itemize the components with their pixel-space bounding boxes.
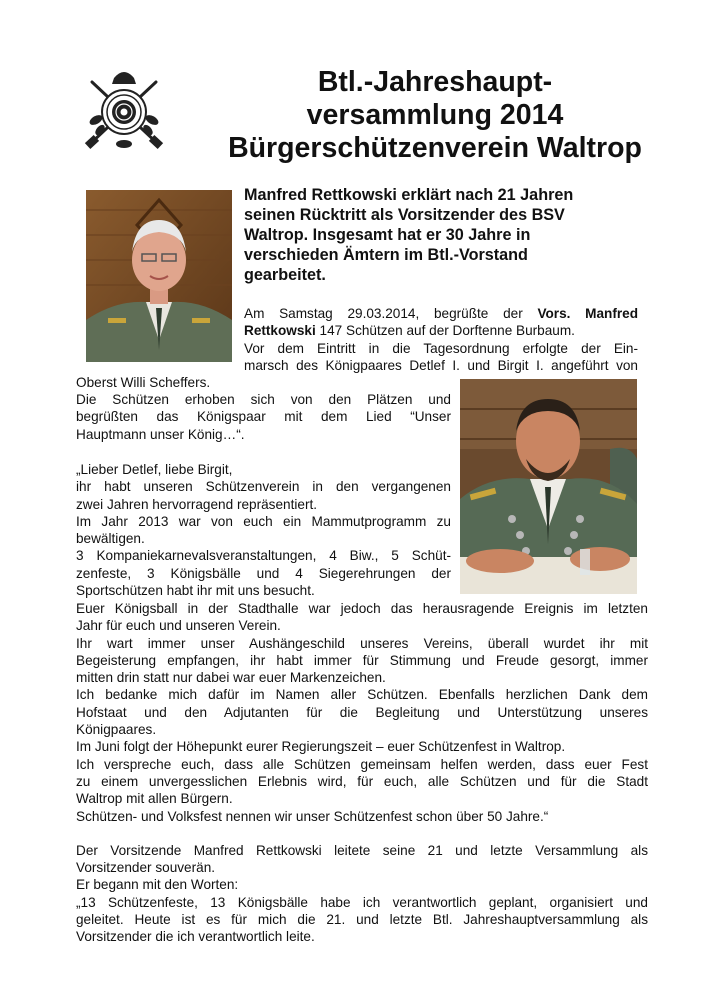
paragraph-line: begrüßten das Königspaar mit dem Lied “Unser [76, 409, 451, 425]
paragraph-line: zu einem unvergesslichen Erlebnis wird, für euch, alle Schützen und für die Stadt [76, 773, 648, 789]
portrait-photo-image [460, 379, 637, 594]
paragraph-line: Ich verspreche euch, dass alle Schützen gemeinsam helfen werden, dass euer Fest [76, 756, 648, 772]
intro-line: marsch des Königpaares Detlef I. und Birgit I. angeführt von [244, 357, 638, 373]
intro-paragraph [244, 305, 638, 374]
lead-line: Waltrop. Insgesamt hat er 30 Jahre in [244, 226, 531, 244]
lead-paragraph [244, 185, 624, 285]
intro-line: Oberst Willi Scheffers. [76, 375, 211, 390]
paragraph-line: Im Juni folgt der Höhepunkt eurer Regierungszeit – euer Schützenfest in Waltrop. [76, 739, 566, 755]
intro-line [244, 322, 638, 339]
intro-text: 147 Schützen auf der Dorftenne Burbaum. [315, 323, 575, 339]
paragraph-line: Hofstaat und den Adjutanten für die Begleitung und Unterstützung unseres [76, 704, 648, 720]
paragraph-line: mitten drin statt nur dabei war euer Markenzeichen. [76, 670, 386, 686]
intro-bold-name: Rettkowski [244, 323, 316, 339]
paragraph-line: „13 Schützenfeste, 13 Königsbälle habe ich verantwortlich geplant, organisiert und [76, 894, 648, 910]
paragraph-line: ihr habt unseren Schützenverein in den vergangenen [76, 479, 451, 495]
paragraph-line: Jahr für euch und unseren Verein. [76, 618, 281, 634]
title-line: Btl.-Jahreshaupt- [317, 66, 553, 98]
paragraph-line: zenfeste, 3 Königsbälle und 4 Siegerehrungen der [76, 565, 451, 581]
club-emblem-logo [78, 64, 170, 156]
lead-line: Manfred Rettkowski erklärt nach 21 Jahren [244, 186, 574, 204]
paragraph-line: zwei Jahren hervorragend repräsentiert. [76, 496, 318, 512]
title-line: Bürgerschützenverein Waltrop [228, 132, 642, 164]
paragraph-line: 3 Kompaniekarnevalsveranstaltungen, 4 Biw., 5 Schüt- [76, 548, 451, 564]
narrow-paragraph [76, 391, 451, 443]
portrait-photo-rettkowski [86, 190, 232, 362]
paragraph-line: Der Vorsitzende Manfred Rettkowski leitete seine 21 und letzte Versammlung als [76, 842, 648, 858]
lead-line: seinen Rücktritt als Vorsitzender des BSV [244, 206, 565, 224]
paragraph-line: „Lieber Detlef, liebe Birgit, [76, 462, 233, 477]
narrow-paragraph [76, 461, 451, 599]
paragraph-line: Er begann mit den Worten: [76, 877, 239, 893]
paragraph-line: Im Jahr 2013 war von euch ein Mammutprogramm zu [76, 513, 451, 529]
lead-line: verschieden Ämtern im Btl.-Vorstand [244, 246, 528, 264]
paragraph-line: Hauptmann unser König…“. [76, 426, 245, 442]
paragraph-line: Ich bedanke mich dafür im Namen aller Schützen. Ebenfalls herzlichen Dank dem [76, 687, 648, 703]
lead-line: gearbeitet. [244, 266, 326, 284]
intro-line: Vor dem Eintritt in die Tagesordnung erfolgte der Ein- [244, 340, 638, 356]
paragraph-line: Sportschützen habt ihr mit uns besucht. [76, 583, 315, 599]
paragraph-line: Waltrop mit allen Bürgern. [76, 791, 233, 807]
paragraph-line: Ihr wart immer unser Aushängeschild unseres Vereins, überall wurdet ihr mit [76, 635, 648, 651]
shooting-target-emblem-icon [78, 64, 170, 156]
portrait-photo-image [86, 190, 232, 362]
paragraph-line: Königpaares. [76, 722, 157, 738]
intro-text: Am Samstag 29.03.2014, begrüßte der [244, 306, 538, 321]
paragraph-line: geleitet. Heute ist es für mich die 21. und letzte Btl. Jahreshauptversammlung als [76, 912, 648, 928]
paragraph-line: bewältigen. [76, 531, 145, 547]
paragraph-line: Vorsitzender die ich verantwortlich leite. [76, 929, 315, 945]
paragraph-line: Die Schützen erhoben sich von den Plätzen und [76, 392, 451, 407]
title-line: versammlung 2014 [306, 99, 564, 131]
paragraph-line: Euer Königsball in der Stadthalle war jedoch das herausragende Ereignis im letzten [76, 601, 648, 616]
intro-bold-name: Vors. Manfred [537, 306, 638, 321]
paragraph-line: Schützen- und Volksfest nennen wir unser Schützenfest schon über 50 Jahre.“ [76, 808, 549, 824]
page-title [180, 66, 690, 165]
paragraph-line: Vorsitzender souverän. [76, 860, 216, 876]
full-width-text [76, 600, 648, 946]
paragraph-line: Begeisterung empfangen, ihr habt immer für Stimmung und Freude gesorgt, immer [76, 652, 648, 668]
portrait-photo-koenig [460, 379, 637, 594]
intro-line [244, 305, 638, 322]
